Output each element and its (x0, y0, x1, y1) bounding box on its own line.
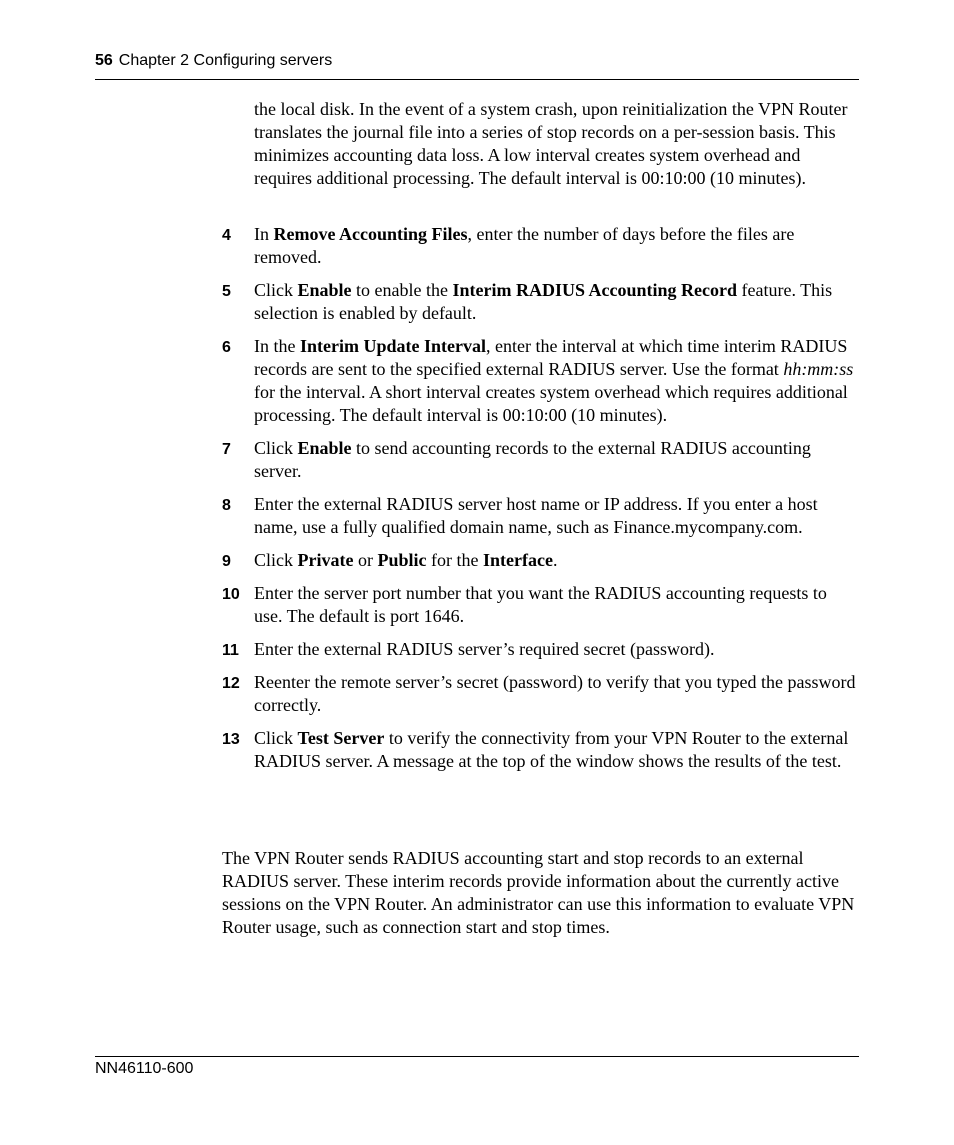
step-4 (222, 223, 859, 269)
step-5 (222, 279, 859, 325)
step-text: Reenter the remote server’s secret (password) to verify that you typed the password correctly. (254, 672, 856, 715)
step-7 (222, 437, 859, 483)
footer-rule (95, 1056, 859, 1057)
procedure-steps (222, 223, 859, 783)
text-run: Click (254, 438, 298, 458)
step-10 (222, 582, 859, 628)
step-8 (222, 493, 859, 539)
text-run: , enter the interval at which time interim RADIUS records are sent to the specified external RADIUS server. Use the format (254, 336, 848, 379)
page-header (95, 52, 859, 70)
text-run: or (353, 550, 378, 570)
step-number: 5 (222, 283, 231, 300)
step-number: 6 (222, 339, 231, 356)
button-name: Enable (297, 438, 352, 458)
step-text (254, 550, 557, 570)
step-text: Enter the external RADIUS server’s required secret (password). (254, 639, 715, 659)
step-text: Enter the server port number that you want the RADIUS accounting requests to use. The default is port 1646. (254, 583, 827, 626)
text-run: , enter the number of days before the files are removed. (254, 224, 795, 267)
text-run: to enable the (351, 280, 453, 300)
option-name: Private (297, 550, 354, 570)
text-run: Click (254, 280, 298, 300)
step-6 (222, 335, 859, 427)
text-run: feature. This selection is enabled by default. (254, 280, 833, 323)
step-9 (222, 549, 859, 572)
step-number: 4 (222, 227, 231, 244)
step-number: 8 (222, 497, 231, 514)
field-name: Remove Accounting Files (273, 224, 468, 244)
text-run: In (254, 224, 274, 244)
feature-name: Interim RADIUS Accounting Record (452, 280, 737, 300)
text-run: to send accounting records to the external RADIUS accounting server. (254, 438, 811, 481)
continuation-paragraph: the local disk. In the event of a system crash, upon reinitialization the VPN Router translates the journal file into a series of stop records on a per-session basis. This minimizes accounting data loss. A low interval creates system overhead and requires additional processing. The default interval is 00:10:00 (10 minutes). (254, 99, 848, 188)
text-run: In the (254, 336, 300, 356)
step-number: 11 (222, 642, 239, 659)
step-13 (222, 727, 859, 773)
step-number: 13 (222, 731, 240, 748)
step-text (254, 224, 794, 267)
step-12 (222, 671, 859, 717)
header-rule (95, 79, 859, 80)
step-number: 9 (222, 553, 231, 570)
chapter-title: Chapter 2 Configuring servers (118, 52, 333, 69)
format-string: hh:mm:ss (783, 359, 854, 379)
field-name: Interim Update Interval (299, 336, 486, 356)
field-name: Interface (482, 550, 553, 570)
button-name: Enable (297, 280, 352, 300)
text-run: . (552, 550, 558, 570)
step-text (254, 280, 832, 323)
document-number: NN46110-600 (95, 1060, 194, 1077)
step-text (254, 438, 811, 481)
step-number: 7 (222, 441, 231, 458)
step-11 (222, 638, 859, 661)
step-text (254, 336, 853, 425)
step-number: 12 (222, 675, 240, 692)
text-run: Click (254, 550, 298, 570)
text-run: Click (254, 728, 298, 748)
text-run: for the interval. A short interval creates system overhead which requires additional processing. The default interval is 00:10:00 (10 minutes). (254, 382, 848, 425)
text-run: to verify the connectivity from your VPN Router to the external RADIUS server. A message at the top of the window shows the results of the test. (254, 728, 849, 771)
page-number: 56 (95, 52, 113, 69)
option-name: Public (377, 550, 427, 570)
step-text (254, 728, 848, 771)
button-name: Test Server (297, 728, 385, 748)
step-number: 10 (222, 586, 240, 603)
closing-paragraph: The VPN Router sends RADIUS accounting start and stop records to an external RADIUS server. These interim records provide information about the currently active sessions on the VPN Router. An administrator can use this information to evaluate VPN Router usage, such as connection start and stop times. (222, 848, 855, 937)
text-run: for the (426, 550, 483, 570)
step-text: Enter the external RADIUS server host name or IP address. If you enter a host name, use a fully qualified domain name, such as Finance.mycompany.com. (254, 494, 818, 537)
